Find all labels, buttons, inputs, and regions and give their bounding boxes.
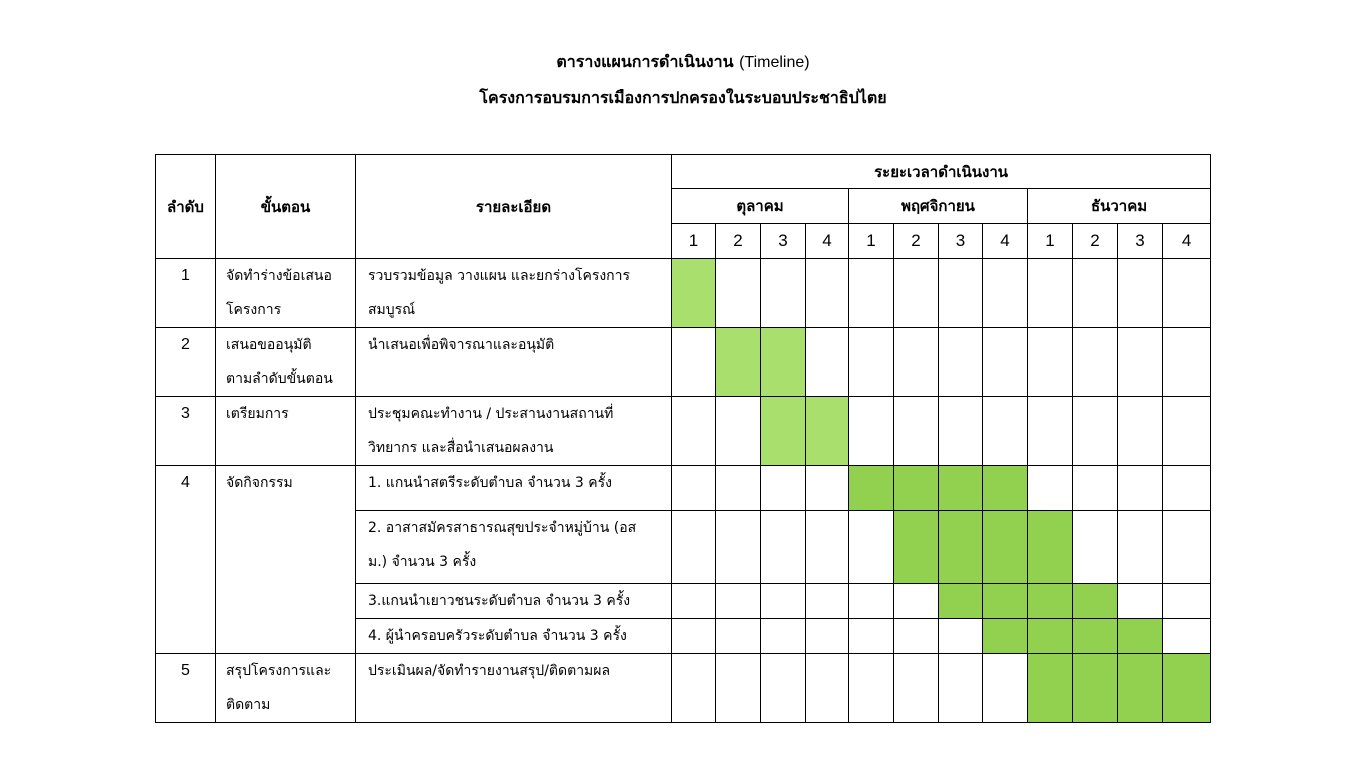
gantt-empty-cell bbox=[761, 584, 806, 619]
gantt-empty-cell bbox=[849, 654, 894, 723]
step-name bbox=[216, 259, 356, 328]
gantt-empty-cell bbox=[1073, 328, 1118, 397]
table-header bbox=[156, 155, 1211, 259]
gantt-empty-cell bbox=[1118, 466, 1163, 511]
step-number: 3 bbox=[156, 397, 216, 466]
week-header: 3 bbox=[761, 224, 806, 259]
gantt-empty-cell bbox=[1073, 259, 1118, 328]
detail-line: นำเสนอเพื่อพิจารณาและอนุมัติ bbox=[368, 337, 555, 353]
step-name-line: ติดตาม bbox=[226, 697, 271, 713]
detail-cell bbox=[356, 654, 672, 723]
week-header: 4 bbox=[983, 224, 1028, 259]
gantt-empty-cell bbox=[894, 328, 939, 397]
gantt-empty-cell bbox=[672, 619, 716, 654]
gantt-empty-cell bbox=[1163, 584, 1211, 619]
gantt-empty-cell bbox=[672, 328, 716, 397]
gantt-empty-cell bbox=[983, 397, 1028, 466]
gantt-empty-cell bbox=[672, 584, 716, 619]
gantt-empty-cell bbox=[894, 654, 939, 723]
gantt-empty-cell bbox=[716, 259, 761, 328]
gantt-empty-cell bbox=[1073, 511, 1118, 584]
page-title bbox=[0, 50, 1366, 75]
gantt-bar-cell bbox=[983, 584, 1028, 619]
week-header: 4 bbox=[1163, 224, 1211, 259]
step-name-line: โครงการ bbox=[226, 302, 282, 318]
step-name-line: เตรียมการ bbox=[226, 406, 289, 422]
detail-line: 3.แกนนำเยาวชนระดับตำบล จำนวน 3 ครั้ง bbox=[368, 593, 631, 609]
gantt-empty-cell bbox=[716, 511, 761, 584]
gantt-bar-cell bbox=[939, 511, 983, 584]
detail-line: วิทยากร และสื่อนำเสนอผลงาน bbox=[368, 440, 554, 456]
gantt-empty-cell bbox=[761, 259, 806, 328]
step-number: 2 bbox=[156, 328, 216, 397]
gantt-bar-cell bbox=[894, 511, 939, 584]
gantt-empty-cell bbox=[1163, 259, 1211, 328]
gantt-bar-cell bbox=[672, 259, 716, 328]
gantt-empty-cell bbox=[806, 511, 849, 584]
detail-cell bbox=[356, 619, 672, 654]
step-name-line: เสนอขออนุมัติ bbox=[226, 337, 312, 353]
gantt-empty-cell bbox=[1163, 328, 1211, 397]
step-name-line: จัดทำร่างข้อเสนอ bbox=[226, 268, 332, 284]
table-row bbox=[156, 328, 1211, 397]
step-name-line: ตามลำดับขั้นตอน bbox=[226, 371, 333, 387]
gantt-empty-cell bbox=[983, 259, 1028, 328]
week-header: 3 bbox=[1118, 224, 1163, 259]
header-month-nov: พฤศจิกายน bbox=[849, 189, 1028, 224]
table-row bbox=[156, 466, 1211, 511]
gantt-bar-cell bbox=[1028, 654, 1073, 723]
detail-line: ประเมินผล/จัดทำรายงานสรุป/ติดตามผล bbox=[368, 663, 611, 679]
step-number: 1 bbox=[156, 259, 216, 328]
gantt-empty-cell bbox=[1028, 328, 1073, 397]
step-number: 4 bbox=[156, 466, 216, 654]
gantt-empty-cell bbox=[1028, 397, 1073, 466]
gantt-empty-cell bbox=[761, 511, 806, 584]
gantt-bar-cell bbox=[1118, 654, 1163, 723]
gantt-empty-cell bbox=[939, 619, 983, 654]
gantt-empty-cell bbox=[849, 619, 894, 654]
gantt-bar-cell bbox=[939, 466, 983, 511]
week-header: 2 bbox=[894, 224, 939, 259]
detail-line: 2. อาสาสมัครสาธารณสุขประจำหมู่บ้าน (อส bbox=[368, 520, 637, 536]
gantt-empty-cell bbox=[894, 619, 939, 654]
gantt-empty-cell bbox=[849, 397, 894, 466]
detail-cell bbox=[356, 466, 672, 511]
step-name bbox=[216, 654, 356, 723]
gantt-bar-cell bbox=[894, 466, 939, 511]
gantt-empty-cell bbox=[716, 654, 761, 723]
gantt-bar-cell bbox=[1118, 619, 1163, 654]
project-name: โครงการอบรมการเมืองการปกครองในระบอบประชาธิปไตย bbox=[479, 88, 887, 107]
gantt-bar-cell bbox=[1028, 619, 1073, 654]
gantt-bar-cell bbox=[716, 328, 761, 397]
gantt-empty-cell bbox=[894, 584, 939, 619]
gantt-empty-cell bbox=[1163, 511, 1211, 584]
gantt-bar-cell bbox=[761, 397, 806, 466]
header-step: ขั้นตอน bbox=[216, 155, 356, 259]
table-body bbox=[156, 259, 1211, 723]
detail-line: รวบรวมข้อมูล วางแผน และยกร่างโครงการ bbox=[368, 268, 631, 284]
detail-line: สมบูรณ์ bbox=[368, 302, 416, 318]
gantt-bar-cell bbox=[983, 619, 1028, 654]
gantt-empty-cell bbox=[1163, 397, 1211, 466]
gantt-bar-cell bbox=[849, 466, 894, 511]
detail-cell bbox=[356, 584, 672, 619]
gantt-empty-cell bbox=[939, 328, 983, 397]
step-number: 5 bbox=[156, 654, 216, 723]
gantt-empty-cell bbox=[1163, 466, 1211, 511]
gantt-empty-cell bbox=[672, 466, 716, 511]
gantt-empty-cell bbox=[672, 654, 716, 723]
title-thai: ตารางแผนการดำเนินงาน bbox=[556, 52, 734, 71]
gantt-bar-cell bbox=[1163, 654, 1211, 723]
table-row bbox=[156, 259, 1211, 328]
step-name-line: สรุปโครงการและ bbox=[226, 663, 332, 679]
gantt-bar-cell bbox=[1073, 654, 1118, 723]
gantt-empty-cell bbox=[939, 259, 983, 328]
gantt-bar-cell bbox=[983, 466, 1028, 511]
gantt-empty-cell bbox=[716, 619, 761, 654]
gantt-bar-cell bbox=[1028, 511, 1073, 584]
detail-cell bbox=[356, 511, 672, 584]
gantt-empty-cell bbox=[1073, 466, 1118, 511]
gantt-bar-cell bbox=[1028, 584, 1073, 619]
gantt-empty-cell bbox=[761, 466, 806, 511]
gantt-empty-cell bbox=[1028, 259, 1073, 328]
gantt-empty-cell bbox=[716, 397, 761, 466]
table-row bbox=[156, 397, 1211, 466]
step-name bbox=[216, 397, 356, 466]
gantt-bar-cell bbox=[761, 328, 806, 397]
week-header: 3 bbox=[939, 224, 983, 259]
gantt-empty-cell bbox=[806, 466, 849, 511]
gantt-empty-cell bbox=[849, 259, 894, 328]
gantt-empty-cell bbox=[1028, 466, 1073, 511]
gantt-empty-cell bbox=[849, 584, 894, 619]
header-month-dec: ธันวาคม bbox=[1028, 189, 1211, 224]
header-month-oct: ตุลาคม bbox=[672, 189, 849, 224]
gantt-empty-cell bbox=[672, 397, 716, 466]
header-order: ลำดับ bbox=[156, 155, 216, 259]
detail-line: ม.) จำนวน 3 ครั้ง bbox=[368, 554, 477, 570]
gantt-empty-cell bbox=[894, 259, 939, 328]
gantt-empty-cell bbox=[716, 584, 761, 619]
detail-cell bbox=[356, 259, 672, 328]
gantt-empty-cell bbox=[1118, 397, 1163, 466]
gantt-empty-cell bbox=[806, 328, 849, 397]
week-header: 2 bbox=[1073, 224, 1118, 259]
gantt-empty-cell bbox=[1163, 619, 1211, 654]
gantt-empty-cell bbox=[1118, 511, 1163, 584]
gantt-bar-cell bbox=[1073, 619, 1118, 654]
gantt-bar-cell bbox=[983, 511, 1028, 584]
gantt-empty-cell bbox=[983, 654, 1028, 723]
week-header: 2 bbox=[716, 224, 761, 259]
gantt-empty-cell bbox=[939, 654, 983, 723]
gantt-empty-cell bbox=[939, 397, 983, 466]
week-header: 4 bbox=[806, 224, 849, 259]
step-name-line: จัดกิจกรรม bbox=[226, 475, 293, 491]
timeline-table bbox=[155, 154, 1211, 723]
gantt-empty-cell bbox=[672, 511, 716, 584]
gantt-empty-cell bbox=[761, 619, 806, 654]
gantt-empty-cell bbox=[1118, 584, 1163, 619]
gantt-empty-cell bbox=[806, 259, 849, 328]
gantt-bar-cell bbox=[806, 397, 849, 466]
week-header: 1 bbox=[849, 224, 894, 259]
detail-line: ประชุมคณะทำงาน / ประสานงานสถานที่ bbox=[368, 406, 614, 422]
header-period: ระยะเวลาดำเนินงาน bbox=[672, 155, 1211, 189]
gantt-empty-cell bbox=[1118, 259, 1163, 328]
week-header: 1 bbox=[1028, 224, 1073, 259]
detail-cell bbox=[356, 397, 672, 466]
step-name bbox=[216, 466, 356, 654]
gantt-empty-cell bbox=[806, 584, 849, 619]
table-row bbox=[156, 654, 1211, 723]
gantt-empty-cell bbox=[983, 328, 1028, 397]
gantt-empty-cell bbox=[1073, 397, 1118, 466]
week-header: 1 bbox=[672, 224, 716, 259]
detail-cell bbox=[356, 328, 672, 397]
gantt-empty-cell bbox=[1118, 328, 1163, 397]
gantt-empty-cell bbox=[716, 466, 761, 511]
gantt-empty-cell bbox=[849, 511, 894, 584]
gantt-empty-cell bbox=[806, 619, 849, 654]
gantt-empty-cell bbox=[849, 328, 894, 397]
detail-line: 1. แกนนำสตรีระดับตำบล จำนวน 3 ครั้ง bbox=[368, 475, 612, 491]
gantt-empty-cell bbox=[761, 654, 806, 723]
gantt-empty-cell bbox=[894, 397, 939, 466]
title-english: (Timeline) bbox=[739, 54, 810, 71]
gantt-bar-cell bbox=[1073, 584, 1118, 619]
step-name bbox=[216, 328, 356, 397]
detail-line: 4. ผู้นำครอบครัวระดับตำบล จำนวน 3 ครั้ง bbox=[368, 628, 627, 644]
gantt-bar-cell bbox=[939, 584, 983, 619]
header-detail: รายละเอียด bbox=[356, 155, 672, 259]
gantt-empty-cell bbox=[806, 654, 849, 723]
